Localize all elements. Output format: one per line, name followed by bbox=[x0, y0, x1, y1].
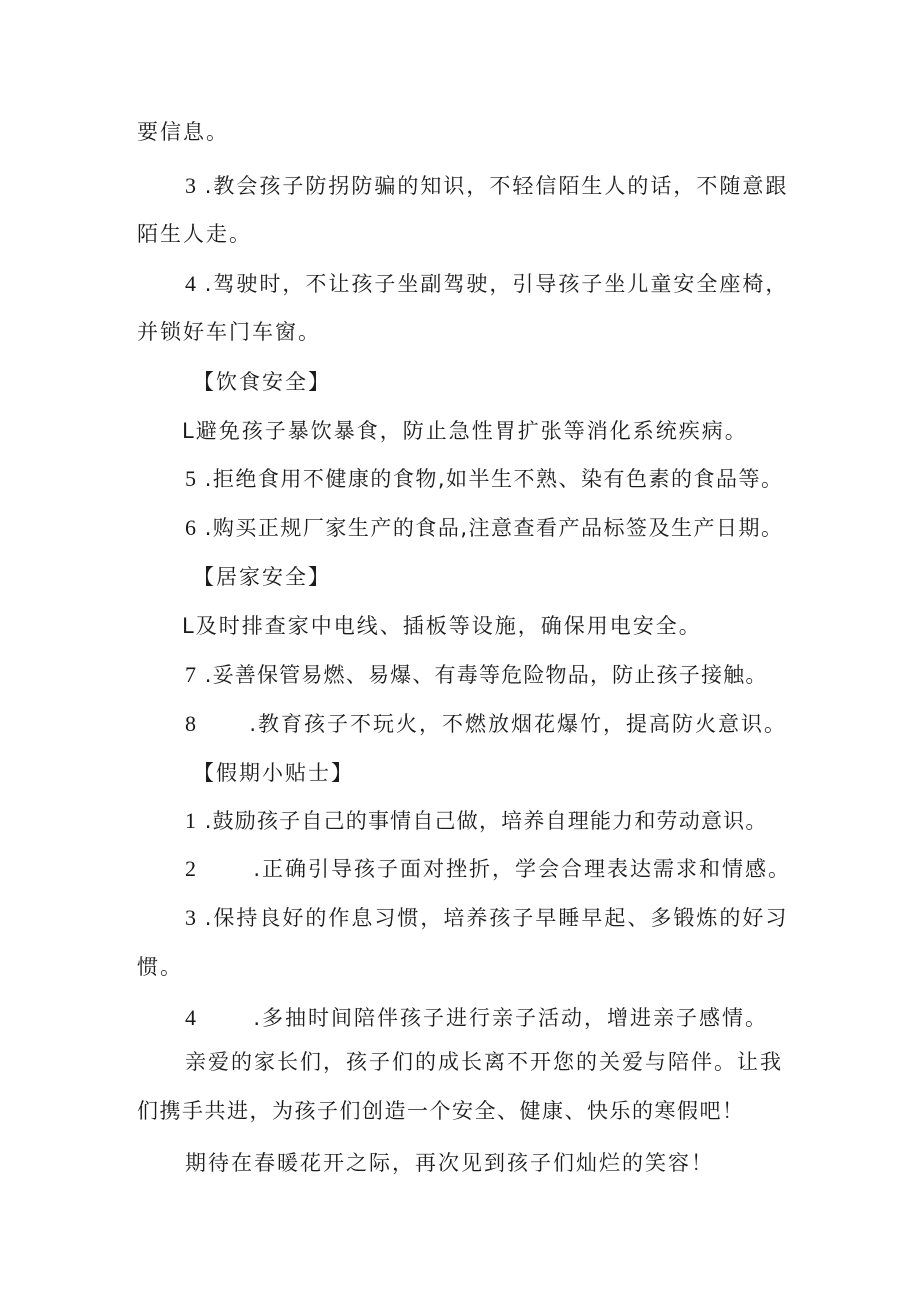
list-item bbox=[182, 611, 702, 641]
item-text: .教会孩子防拐防骗的知识，不轻信陌生人的话，不随意跟 bbox=[204, 174, 789, 198]
item-number: 3 bbox=[185, 173, 196, 198]
item-number: 7 bbox=[185, 662, 196, 687]
item-number: 2 bbox=[185, 856, 196, 881]
line-text: 要信息。 bbox=[137, 120, 229, 144]
section-heading-home bbox=[193, 562, 331, 592]
item-text: L避免孩子暴饮暴食，防止急性胃扩张等消化系统疾病。 bbox=[182, 419, 748, 443]
item-text: .多抽时间陪伴孩子进行亲子活动，增进亲子感情。 bbox=[253, 1006, 769, 1030]
list-item bbox=[185, 1003, 768, 1033]
line-text: 期待在春暖花开之际，再次见到孩子们灿烂的笑容！ bbox=[185, 1151, 714, 1175]
heading-text: 【假期小贴士】 bbox=[193, 761, 354, 785]
item-text: L及时排查家中电线、插板等设施，确保用电安全。 bbox=[182, 614, 702, 638]
paragraph-line bbox=[137, 219, 252, 249]
item-number: 4 bbox=[185, 271, 196, 296]
line-text: 们携手共进，为孩子们创造一个安全、健康、快乐的寒假吧！ bbox=[137, 1099, 745, 1123]
line-text: 惯。 bbox=[137, 955, 183, 979]
paragraph-line bbox=[137, 317, 321, 347]
item-text: .保持良好的作息习惯，培养孩子早睡早起、多锻炼的好习 bbox=[204, 906, 789, 930]
list-item bbox=[185, 903, 788, 933]
list-item bbox=[185, 269, 788, 299]
list-item bbox=[185, 513, 784, 543]
item-number: 6 bbox=[185, 515, 196, 540]
item-number: 5 bbox=[185, 466, 196, 491]
list-item bbox=[185, 854, 791, 884]
line-text: 亲爱的家长们，孩子们的成长离不开您的关爱与陪伴。让我 bbox=[185, 1050, 783, 1074]
item-number: 1 bbox=[185, 808, 196, 833]
item-text: .教育孩子不玩火，不燃放烟花爆竹，提高防火意识。 bbox=[249, 712, 788, 736]
line-text: 并锁好车门车窗。 bbox=[137, 320, 321, 344]
section-heading-food bbox=[193, 367, 331, 397]
section-heading-tips bbox=[193, 758, 354, 788]
paragraph-line bbox=[137, 117, 229, 147]
list-item bbox=[185, 660, 768, 690]
closing-paragraph-line bbox=[185, 1047, 783, 1077]
line-text: 陌生人走。 bbox=[137, 222, 252, 246]
closing-paragraph-line bbox=[137, 1096, 745, 1126]
item-number: 4 bbox=[185, 1005, 196, 1030]
item-number: 8 bbox=[185, 711, 196, 736]
item-text: .妥善保管易燃、易爆、有毒等危险物品，防止孩子接触。 bbox=[204, 663, 768, 687]
paragraph-line bbox=[137, 952, 183, 982]
list-item bbox=[185, 709, 787, 739]
heading-text: 【饮食安全】 bbox=[193, 370, 331, 394]
item-text: .正确引导孩子面对挫折，学会合理表达需求和情感。 bbox=[253, 857, 792, 881]
heading-text: 【居家安全】 bbox=[193, 565, 331, 589]
list-item bbox=[185, 171, 788, 201]
item-text: .驾驶时，不让孩子坐副驾驶，引导孩子坐儿童安全座椅， bbox=[204, 272, 789, 296]
item-number: 3 bbox=[185, 905, 196, 930]
item-text: .拒绝食用不健康的食物,如半生不熟、染有色素的食品等。 bbox=[204, 467, 784, 491]
closing-paragraph-line bbox=[185, 1148, 714, 1178]
list-item bbox=[185, 464, 784, 494]
list-item bbox=[182, 416, 748, 446]
list-item bbox=[185, 806, 768, 836]
item-text: .鼓励孩子自己的事情自己做，培养自理能力和劳动意识。 bbox=[204, 809, 768, 833]
item-text: .购买正规厂家生产的食品,注意查看产品标签及生产日期。 bbox=[204, 516, 784, 540]
